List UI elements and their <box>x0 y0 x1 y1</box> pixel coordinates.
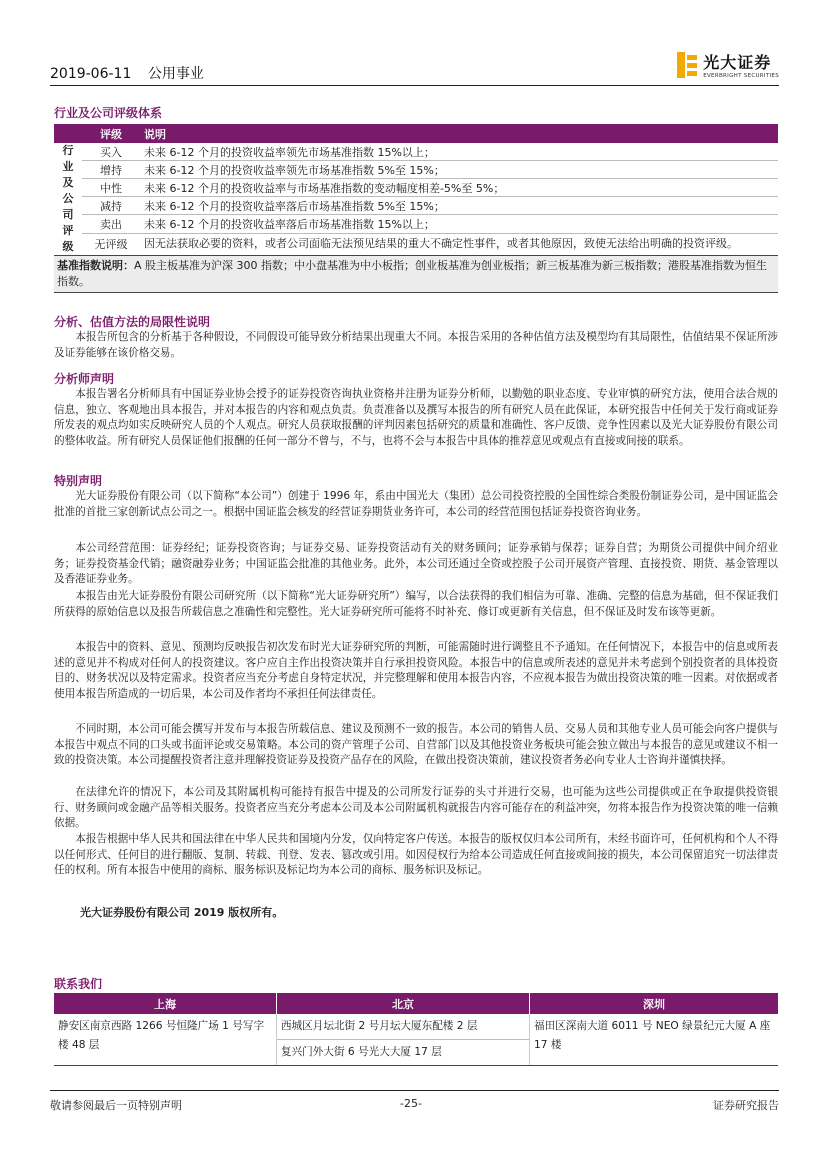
address-shanghai: 静安区南京西路 1266 号恒隆广场 1 号写字楼 48 层 <box>54 1014 277 1066</box>
logo-icon <box>677 52 699 78</box>
special-title: 特别声明 <box>54 474 103 488</box>
rating-desc: 未来 6-12 个月的投资收益率落后市场基准指数 15%以上； <box>140 215 778 233</box>
special-paragraph: 不同时期，本公司可能会撰写并发布与本报告所载信息、建议及预测不一致的报告。本公司的销售人员、交易人员和其他专业人员可能会向客户提供与本报告中观点不同的口头或书面评论或交易策略。本公司的资产管理子公司、自营部门以及其他投资业务板块可能会独立做出与本报告的意见或建议不相一致的投资决策。本公司提醒投资者注意并理解投资证券及投资产品存在的风险，在做出投资决策前，建议投资者务必向专业人士咨询并谨慎抉择。 <box>54 723 778 766</box>
benchmark-label: 基准指数说明： <box>57 259 134 272</box>
city-header-beijing: 北京 <box>277 993 530 1014</box>
benchmark-note <box>54 256 778 293</box>
rating-desc: 未来 6-12 个月的投资收益率与市场基准指数的变动幅度相差-5%至 5%； <box>140 179 778 197</box>
report-date: 2019-06-11 <box>50 66 132 82</box>
copyright-text: 光大证券股份有限公司 2019 版权所有。 <box>80 906 284 919</box>
rating-level: 买入 <box>82 143 140 161</box>
footer-right: 证券研究报告 <box>713 1099 779 1112</box>
address-beijing-2: 复兴门外大街 6 号光大大厦 17 层 <box>281 1046 442 1058</box>
rating-desc: 因无法获取必要的资料，或者公司面临无法预见结果的重大不确定性事件，或者其他原因，致使无法给出明确的投资评级。 <box>140 233 778 255</box>
rating-side-label: 行 业 及 公 司 评 级 <box>54 143 82 256</box>
rating-col-header: 评级 <box>100 127 122 141</box>
city-header-shanghai: 上海 <box>54 993 277 1014</box>
rating-table <box>54 124 778 293</box>
contact-title: 联系我们 <box>54 977 103 991</box>
address-beijing-1: 西城区月坛北街 2 号月坛大厦东配楼 2 层 <box>277 1014 529 1040</box>
special-paragraph: 光大证券股份有限公司（以下简称“本公司”）创建于 1996 年，系由中国光大（集团）总公司投资控股的全国性综合类股份制证券公司，是中国证监会批准的首批三家创新试点公司之一。根据中国证监会核发的经营证券期货业务许可，本公司的经营范围包括证券投资咨询业务。 <box>54 490 778 518</box>
special-paragraph: 本报告根据中华人民共和国法律在中华人民共和国境内分发，仅向特定客户传送。本报告的版权仅归本公司所有，未经书面许可，任何机构和个人不得以任何形式、任何目的进行翻版、复制、转载、刊登、发表、篡改或引用。如因侵权行为给本公司造成任何直接或间接的损失，本公司保留追究一切法律责任的权利。所有本报告中使用的商标、服务标识及标记均为本公司的商标、服务标识及标记。 <box>54 833 778 876</box>
footer-left: 敬请参阅最后一页特别声明 <box>50 1099 182 1112</box>
desc-col-header: 说明 <box>144 127 166 141</box>
rating-level: 卖出 <box>82 215 140 233</box>
company-logo <box>677 50 779 79</box>
limitations-text: 本报告所包含的分析基于各种假设，不同假设可能导致分析结果出现重大不同。本报告采用的各种估值方法及模型均有其局限性，估值结果不保证所涉及证券能够在该价格交易。 <box>54 331 778 359</box>
rating-desc: 未来 6-12 个月的投资收益率领先市场基准指数 15%以上； <box>140 143 778 161</box>
page-number: -25- <box>400 1097 422 1110</box>
address-beijing <box>277 1014 530 1066</box>
rating-level: 增持 <box>82 161 140 179</box>
special-paragraph: 本公司经营范围：证券经纪；证券投资咨询；与证券交易、证券投资活动有关的财务顾问；证券承销与保荐；证券自营；为期货公司提供中间介绍业务；证券投资基金代销；融资融券业务；中国证监会批准的其他业务。此外，本公司还通过全资或控股子公司开展资产管理、直接投资、期货、基金管理以及香港证券业务。 <box>54 542 778 585</box>
footer-rule <box>50 1090 779 1091</box>
rating-level: 无评级 <box>82 233 140 255</box>
benchmark-text: A 股主板基准为沪深 300 指数；中小盘基准为中小板指；创业板基准为创业板指；新三板基准为新三板指数；港股基准指数为恒生指数。 <box>57 259 768 288</box>
rating-desc: 未来 6-12 个月的投资收益率领先市场基准指数 5%至 15%； <box>140 161 778 179</box>
rating-level: 减持 <box>82 197 140 215</box>
city-header-shenzhen: 深圳 <box>530 993 779 1014</box>
address-shenzhen: 福田区深南大道 6011 号 NEO 绿景纪元大厦 A 座 17 楼 <box>530 1014 779 1066</box>
limitations-title: 分析、估值方法的局限性说明 <box>54 315 211 329</box>
rating-desc: 未来 6-12 个月的投资收益率落后市场基准指数 5%至 15%； <box>140 197 778 215</box>
logo-name-en: EVERBRIGHT SECURITIES <box>703 73 779 79</box>
special-paragraph: 在法律允许的情况下，本公司及其附属机构可能持有报告中提及的公司所发行证券的头寸并进行交易，也可能为这些公司提供或正在争取提供投资银行、财务顾问或金融产品等相关服务。投资者应当充分考虑本公司及本公司附属机构就报告内容可能存在的利益冲突，勿将本报告作为投资决策的唯一信赖依据。 <box>54 786 778 829</box>
special-paragraph: 本报告中的资料、意见、预测均反映报告初次发布时光大证券研究所的判断，可能需随时进行调整且不予通知。在任何情况下，本报告中的信息或所表述的意见并不构成对任何人的投资建议。客户应自主作出投资决策并自行承担投资风险。本报告中的信息或所表述的意见并未考虑到个别投资者的具体投资目的、财务状况以及特定需求。投资者应当充分考虑自身特定状况，并完整理解和使用本报告内容，不应视本报告为做出投资决策的唯一因素。对依据或者使用本报告所造成的一切后果，本公司及作者均不承担任何法律责任。 <box>54 641 778 700</box>
page-header <box>50 63 216 83</box>
logo-name-cn: 光大证券 <box>703 53 772 72</box>
report-sector: 公用事业 <box>147 66 204 82</box>
analyst-title: 分析师声明 <box>54 372 115 386</box>
rating-section-title: 行业及公司评级体系 <box>54 106 163 120</box>
analyst-text: 本报告署名分析师具有中国证券业协会授予的证券投资咨询执业资格并注册为证券分析师，以勤勉的职业态度、专业审慎的研究方法，使用合法合规的信息，独立、客观地出具本报告，并对本报告的内容和观点负责。负责准备以及撰写本报告的所有研究人员在此保证，本研究报告中任何关于发行商或证券所发表的观点均如实反映研究人员的个人观点。研究人员获取报酬的评判因素包括研究的质量和准确性、客户反馈、竞争性因素以及光大证券股份有限公司的整体收益。所有研究人员保证他们报酬的任何一部分不曾与，不与，也将不会与本报告中具体的推荐意见或观点有直接或间接的联系。 <box>54 388 778 447</box>
contact-table <box>54 993 778 1066</box>
header-rule <box>50 85 779 86</box>
rating-level: 中性 <box>82 179 140 197</box>
special-paragraph: 本报告由光大证券股份有限公司研究所（以下简称“光大证券研究所”）编写，以合法获得的我们相信为可靠、准确、完整的信息为基础，但不保证我们所获得的原始信息以及报告所载信息之准确性和完整性。光大证券研究所可能将不时补充、修订或更新有关信息，但不保证及时发布该等更新。 <box>54 590 778 618</box>
